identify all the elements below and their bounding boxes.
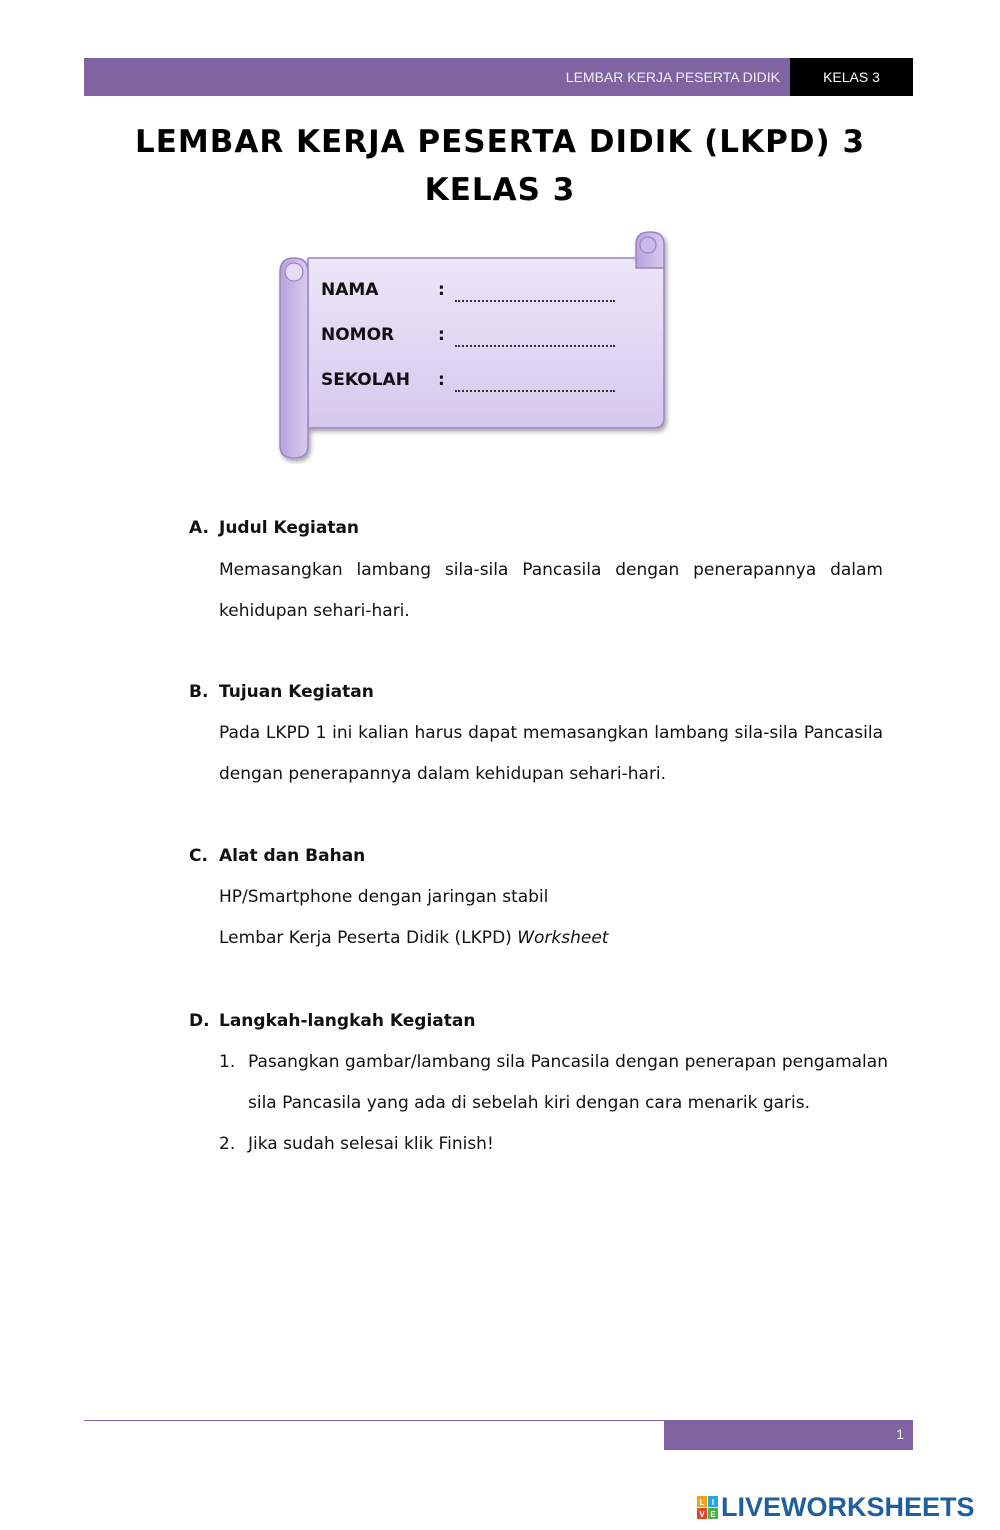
- number-label: NOMOR: [321, 325, 395, 345]
- section-d-title: Langkah-langkah Kegiatan: [219, 1011, 476, 1031]
- section-d-heading: [189, 1011, 475, 1031]
- page-subtitle: KELAS 3: [424, 172, 576, 208]
- section-a-heading: [189, 518, 359, 538]
- section-b-title: Tujuan Kegiatan: [219, 682, 374, 702]
- section-d-letter: D.: [189, 1011, 210, 1031]
- section-b-body: Pada LKPD 1 ini kalian harus dapat memasangkan lambang sila-sila Pancasila dengan penerapannya dalam kehidupan sehari-hari.: [219, 723, 883, 784]
- section-c-line-2-italic: Worksheet: [517, 928, 609, 948]
- step-1-number: 1.: [219, 1052, 236, 1072]
- section-c-letter: C.: [189, 846, 208, 866]
- svg-text:V: V: [699, 1510, 705, 1519]
- name-label: NAMA: [321, 280, 379, 300]
- school-colon: :: [438, 370, 445, 390]
- svg-text:L: L: [699, 1498, 705, 1507]
- section-a-title: Judul Kegiatan: [219, 518, 360, 538]
- brand-name[interactable]: LIVEWORKSHEETS: [721, 1492, 975, 1522]
- step-2-text: Jika sudah selesai klik Finish!: [248, 1134, 494, 1154]
- section-a-body: Memasangkan lambang sila-sila Pancasila dengan penerapannya dalam kehidupan sehari-hari.: [219, 560, 883, 621]
- page-title: LEMBAR KERJA PESERTA DIDIK (LKPD) 3: [134, 124, 866, 160]
- number-colon: :: [438, 325, 445, 345]
- school-field[interactable]: [455, 376, 615, 392]
- school-label: SEKOLAH: [321, 370, 410, 390]
- header-class-label: KELAS 3: [823, 69, 880, 85]
- section-b-letter: B.: [189, 682, 209, 702]
- svg-text:E: E: [710, 1510, 716, 1519]
- number-field[interactable]: [455, 331, 615, 347]
- section-c-line-1: HP/Smartphone dengan jaringan stabil: [219, 887, 549, 907]
- header-title: LEMBAR KERJA PESERTA DIDIK: [565, 69, 780, 85]
- section-b-heading: [189, 682, 374, 702]
- name-colon: :: [438, 280, 445, 300]
- name-field[interactable]: [455, 286, 615, 302]
- step-1-text: Pasangkan gambar/lambang sila Pancasila dengan penerapan pengamalan sila Pancasila yang ada di sebelah kiri dengan cara menarik garis.: [248, 1052, 888, 1113]
- page-number: 1: [664, 1420, 913, 1450]
- liveworksheets-logo-icon: [697, 1496, 719, 1520]
- section-c-line-2: [219, 928, 608, 948]
- svg-text:I: I: [711, 1498, 715, 1507]
- footer-divider: [84, 1420, 664, 1421]
- step-2-number: 2.: [219, 1134, 236, 1154]
- section-c-title: Alat dan Bahan: [219, 846, 366, 866]
- section-a-letter: A.: [189, 518, 209, 538]
- section-c-heading: [189, 846, 365, 866]
- section-c-line-2-text: Lembar Kerja Peserta Didik (LKPD): [219, 928, 518, 948]
